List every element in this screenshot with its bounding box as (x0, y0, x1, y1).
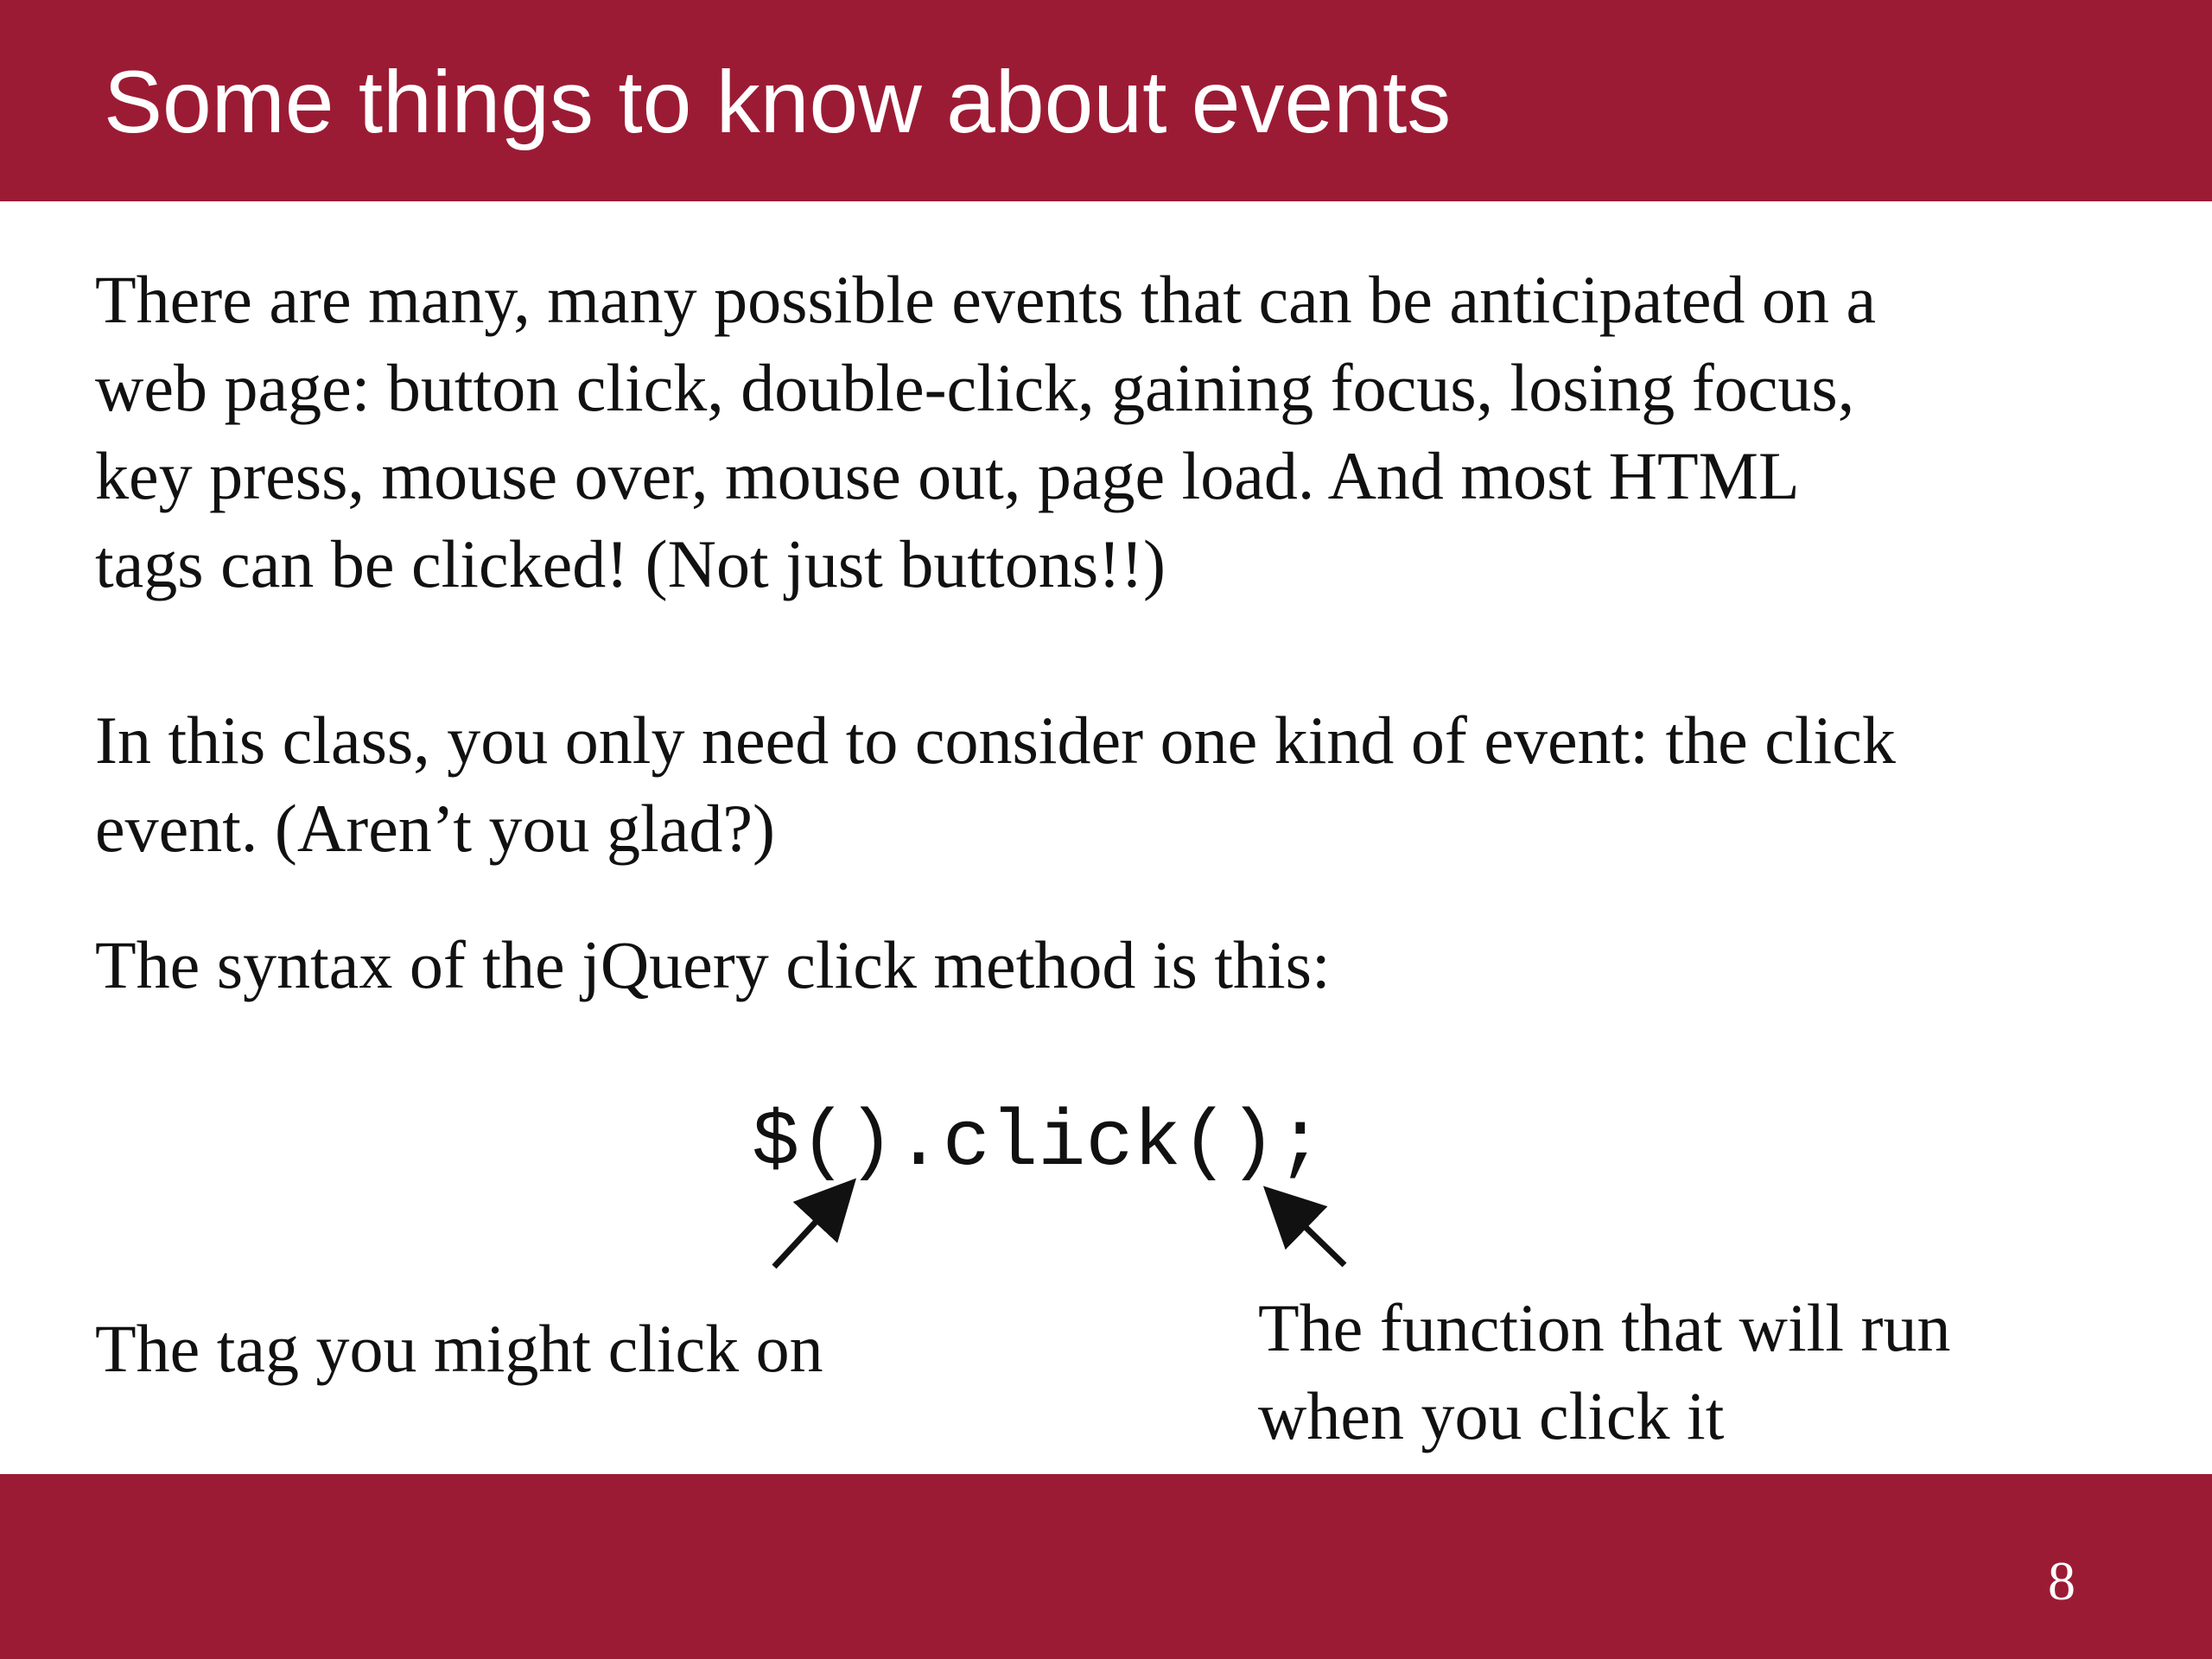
arrow-to-selector (774, 1196, 840, 1267)
label-tag: The tag you might click on (95, 1311, 823, 1386)
paragraph-line: There are many, many possible events that can be anticipated on a (95, 262, 1877, 337)
label-line: when you click it (1258, 1378, 1725, 1453)
label-function (1258, 1284, 1950, 1460)
title-bar (0, 0, 2212, 201)
paragraph-line: key press, mouse over, mouse out, page load. And most HTML (95, 438, 1800, 513)
slide-title: Some things to know about events (104, 53, 1452, 151)
arrow-to-function (1281, 1203, 1344, 1265)
footer-bar (0, 1474, 2212, 1659)
label-line: The function that will run (1258, 1290, 1951, 1365)
paragraph-line: In this class, you only need to consider one kind of event: the click (95, 702, 1896, 778)
paragraph-line: event. (Aren’t you glad?) (95, 791, 775, 866)
page-number: 8 (2048, 1550, 2075, 1611)
paragraph-events-intro (95, 256, 1876, 608)
paragraph-syntax: The syntax of the jQuery click method is this: (95, 927, 1331, 1002)
code-snippet: $().click(); (752, 1097, 1325, 1188)
paragraph-line: web page: button click, double-click, gaining focus, losing focus, (95, 350, 1855, 425)
paragraph-click-event (95, 696, 1896, 873)
paragraph-line: tags can be clicked! (Not just buttons!!) (95, 526, 1166, 601)
